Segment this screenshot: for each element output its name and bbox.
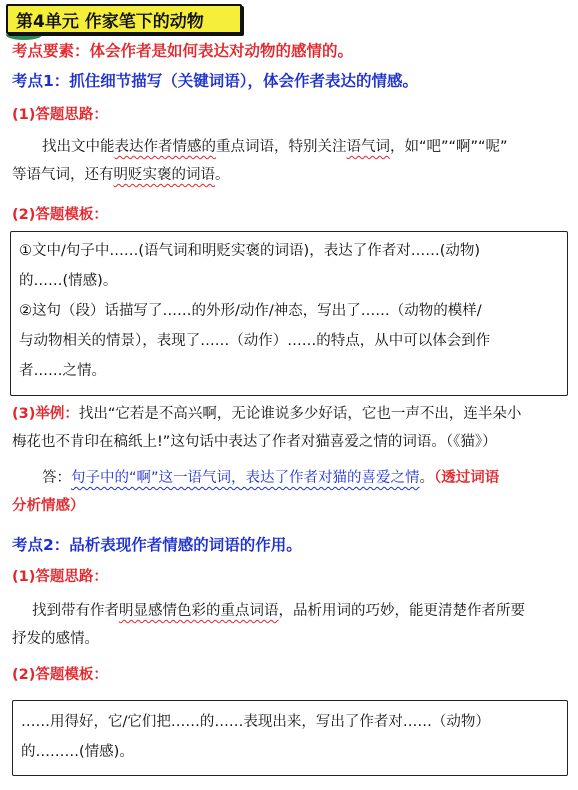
template-line: 者……之情。: [19, 363, 106, 379]
template-line: ②这句（段）话描写了……的外形/动作/神态，写出了……（动物的模样/: [19, 303, 482, 319]
point2-sec1-body: 找到带有作者明显感情色彩的重点词语，品析用词的巧妙，能更清楚作者所要 抒发的感情。: [12, 603, 525, 647]
template-line: 的………(情感)。: [21, 744, 134, 760]
example-label: (3)举例：: [12, 406, 79, 422]
answer-note: （透过词语: [434, 470, 500, 486]
point2-sec1-title: (1)答题思路：: [12, 569, 108, 585]
template-line: 的……(情感)。: [19, 273, 118, 289]
emphasis-phrase: 明贬实褒的词语: [113, 167, 215, 183]
point1-title: 考点1：抓住细节描写（关键词语），体会作者表达的情感。: [12, 72, 419, 90]
template-line: 与动物相关的情景），表现了……（动作）……的特点，从中可以体会到作: [19, 333, 491, 349]
answer-template-box-2: [12, 700, 568, 776]
exam-point-line: [12, 40, 353, 62]
point1-sec1-body: 找出文中能表达作者情感的重点词语，特别关注语气词，如“吧”“啊”“呢” 等语气词，还有明贬实褒的词语。: [12, 139, 508, 183]
answer-text: 句子中的“啊”这一语气词，表达了作者对猫的喜爱之情: [71, 470, 420, 486]
answer-label: 答：: [42, 470, 71, 486]
point2-sec2-title: (2)答题模板：: [12, 667, 108, 683]
emphasis-phrase: 表达作者情感的: [114, 139, 216, 155]
emphasis-phrase: 明显感情色彩的重点词语: [119, 603, 279, 619]
exam-point-label: 考点要素：: [12, 42, 90, 60]
point1-sec1-title: (1)答题思路：: [12, 107, 108, 123]
emphasis-phrase: 语气词: [346, 139, 390, 155]
example-block: (3)举例：找出“它若是不高兴啊，无论谁说多少好话，它也一声不出，连半朵小 梅花也不肯印在稿纸上!”这句话中表达了作者对猫喜爱之情的词语。（《猫》）: [12, 406, 522, 450]
answer-block: 答：句子中的“啊”这一语气词，表达了作者对猫的喜爱之情。（透过词语 分析情感）: [12, 470, 500, 514]
point1-sec2-title: (2)答题模板：: [12, 207, 108, 223]
template-line: ①文中/句子中……(语气词和明贬实褒的词语)，表达了作者对……(动物): [19, 243, 481, 259]
answer-template-box: [10, 231, 568, 396]
unit-title: 第4单元 作家笔下的动物: [6, 4, 242, 34]
answer-note-cont: 分析情感）: [12, 498, 85, 514]
template-line: ……用得好，它/它们把……的……表现出来，写出了作者对……（动物）: [21, 714, 490, 730]
point2-title: 考点2：品析表现作者情感的词语的作用。: [12, 536, 302, 554]
exam-point-text: 体会作者是如何表达对动物的感情的。: [89, 42, 354, 60]
